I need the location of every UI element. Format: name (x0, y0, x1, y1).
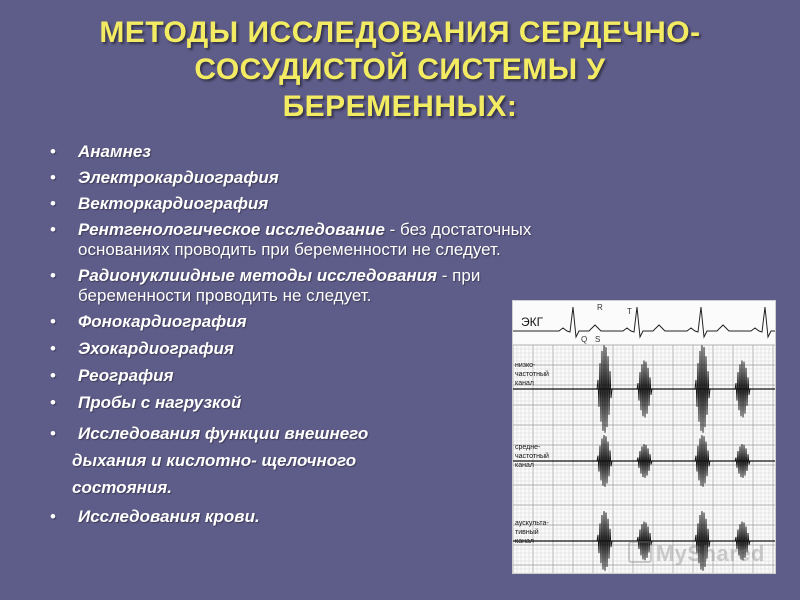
item-text: Векторкардиография (78, 194, 269, 213)
wave-label-r: R (597, 303, 603, 312)
bullet-icon: • (50, 393, 56, 412)
bullet-icon: • (50, 507, 56, 526)
title-line-1: МЕТОДЫ ИССЛЕДОВАНИЯ СЕРДЕЧНО- (99, 16, 701, 49)
ecg-trace (513, 307, 775, 337)
wave-label-t: T (627, 307, 632, 316)
bullet-icon: • (50, 366, 56, 385)
item-text: Радионуклиидные методы исследования (78, 266, 438, 285)
title-line-2: СОСУДИСТОЙ СИСТЕМЫ У (194, 53, 606, 86)
bullet-icon: • (50, 312, 56, 331)
item-text: Рентгенологическое исследование (78, 220, 385, 239)
item-note-continued: основаниях проводить при беременности не следует. (78, 240, 501, 259)
channel-label-low: низко- частотный канал (515, 362, 549, 387)
item-note: - при (437, 266, 481, 285)
item-text-line-2: дыхания и кислотно- щелочного (72, 451, 357, 470)
bullet-icon: • (50, 194, 56, 213)
bullet-icon: • (50, 168, 56, 187)
bullet-icon: • (50, 142, 56, 161)
item-note-continued: беременности проводить не следует. (78, 286, 372, 305)
bullet-icon: • (50, 424, 56, 443)
channel-label-auscultative: аускульта- тивный канал (515, 520, 549, 545)
item-text: Электрокардиография (78, 168, 279, 187)
item-text: Исследования функции внешнего (78, 424, 369, 443)
list-item (42, 168, 692, 188)
item-text: Реография (78, 366, 174, 385)
list-item (42, 194, 692, 214)
item-text: Эхокардиография (78, 339, 234, 358)
item-note: - без достаточных (384, 220, 532, 239)
wave-label-s: S (595, 335, 601, 344)
ecg-phonocardiogram-image (512, 300, 776, 574)
list-item (42, 142, 692, 162)
item-text: Фонокардиография (78, 312, 247, 331)
item-text: Анамнез (78, 142, 151, 161)
bullet-icon: • (50, 220, 56, 239)
wave-label-q: Q (581, 335, 588, 344)
bullet-icon: • (50, 339, 56, 358)
bullet-icon: • (50, 266, 56, 285)
list-item (42, 220, 692, 260)
slide-title (40, 14, 760, 125)
item-text-line-3: состояния. (72, 478, 172, 497)
watermark: MyShared (628, 541, 765, 567)
item-text: Пробы с нагрузкой (78, 393, 242, 412)
watermark-logo-icon (628, 541, 652, 563)
ecg-label: ЭКГ (521, 315, 544, 329)
item-text: Исследования крови. (78, 507, 260, 526)
channel-label-mid: средне- частотный канал (515, 444, 549, 469)
title-line-3: БЕРЕМЕННЫХ: (282, 90, 518, 123)
